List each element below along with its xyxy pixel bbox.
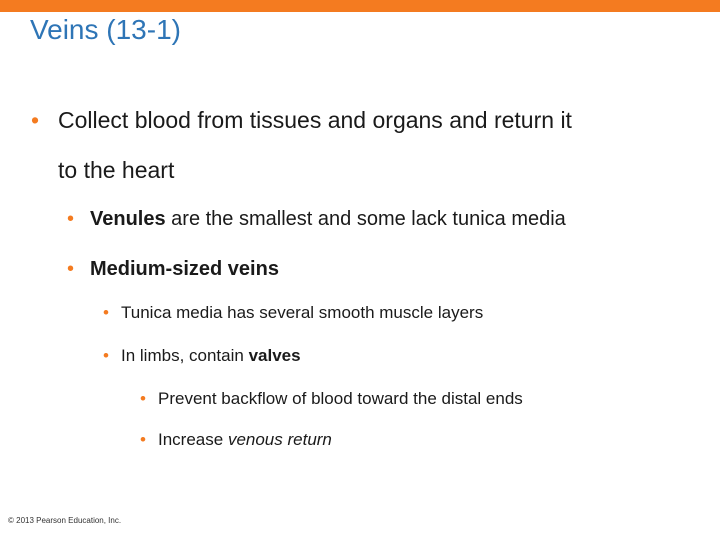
- valves-lead-text: In limbs, contain: [121, 346, 249, 365]
- bullet-dot: •: [103, 303, 109, 322]
- bullet-valves: [121, 346, 301, 366]
- bullet-dot: •: [67, 258, 75, 280]
- bullet-text-continuation: [58, 157, 174, 184]
- venules-description: are the smallest and some lack tunica media: [165, 208, 566, 230]
- bullet-tunica-media: Tunica media has several smooth muscle layers: [121, 303, 484, 322]
- bullet-dot: •: [31, 107, 40, 133]
- bullet-dot: •: [67, 208, 75, 230]
- term-venous-return: venous return: [227, 430, 332, 449]
- bullet-venous-return: [158, 430, 332, 450]
- bullet-dot: •: [140, 389, 146, 408]
- bullet-dot: •: [103, 346, 109, 365]
- bullet-dot: •: [140, 430, 146, 449]
- top-accent-bar: [0, 0, 720, 12]
- copyright-footer: © 2013 Pearson Education, Inc.: [8, 516, 122, 525]
- venous-return-lead-text: Increase: [158, 430, 228, 449]
- bullet-text-line2: to the heart: [58, 157, 175, 183]
- bullet-prevent-backflow: Prevent backflow of blood toward the distal ends: [158, 389, 523, 408]
- bullet-text-line1: Collect blood from tissues and organs and return it: [58, 107, 572, 133]
- slide-title: Veins (13-1): [30, 14, 181, 45]
- term-medium-sized-veins: Medium-sized veins: [90, 258, 279, 280]
- bullet-medium-veins: [90, 258, 279, 281]
- bullet-venules: [90, 208, 566, 231]
- bullet-text: [58, 107, 572, 134]
- term-valves: valves: [248, 346, 301, 365]
- term-venules: Venules: [90, 208, 166, 230]
